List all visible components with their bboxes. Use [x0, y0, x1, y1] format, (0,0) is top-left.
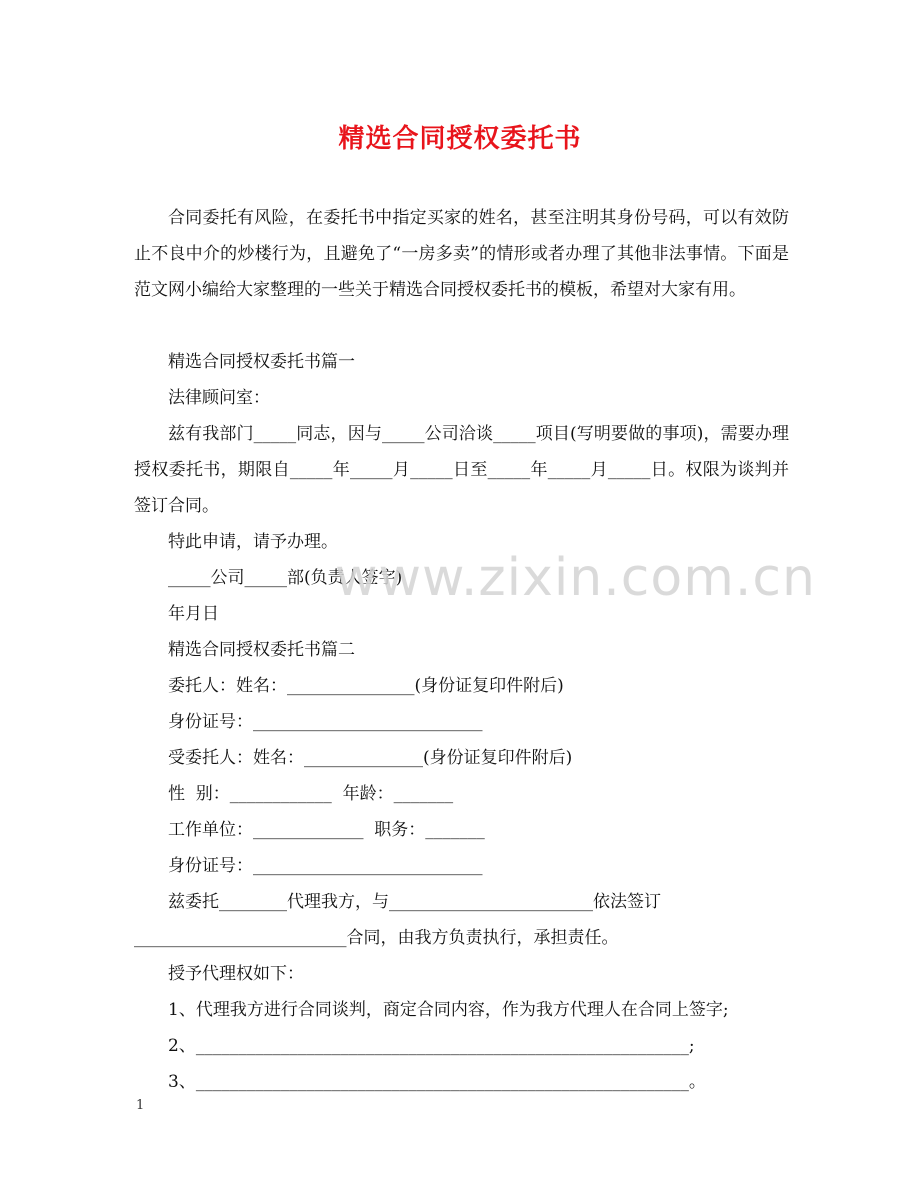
entrust-line-2: _________________________合同，由我方负责执行，承担责任。 — [134, 928, 619, 948]
agent-gender-age-line: 性 别：____________ 年龄：_______ — [168, 784, 454, 804]
signature-line: _____公司_____部(负责人签字) — [168, 568, 403, 588]
power-item-1: 1、代理我方进行合同谈判，商定合同内容，作为我方代理人在合同上签字; — [168, 1000, 729, 1020]
agent-id-line: 身份证号：___________________________ — [168, 856, 483, 876]
power-item-2: 2、__________________________________________________________; — [168, 1036, 695, 1056]
section-one — [134, 344, 789, 632]
principal-name-line: 委托人：姓名：_______________(身份证复印件附后) — [168, 676, 564, 696]
agent-work-line: 工作单位：_____________ 职务：_______ — [168, 820, 485, 840]
section-one-heading: 精选合同授权委托书篇一 — [168, 352, 355, 372]
watermark: www.zixin.com.cn — [335, 548, 816, 608]
page-number: 1 — [136, 1098, 145, 1113]
power-item-3: 3、__________________________________________________________。 — [168, 1072, 706, 1092]
intro-paragraph: 合同委托有风险，在委托书中指定买家的姓名，甚至注明其身份号码，可以有效防止不良中介的炒楼行为，且避免了“一房多卖”的情形或者办理了其他非法事情。下面是范文网小编给大家整理的一些关于精选合同授权委托书的模板，希望对大家有用。 — [134, 208, 789, 300]
agent-name-line: 受委托人：姓名：______________(身份证复印件附后) — [168, 748, 573, 768]
section-one-body: 兹有我部门_____同志，因与_____公司洽谈_____项目(写明要做的事项)，需要办理授权委托书，期限自_____年_____月_____日至_____年_____月_____日。权限为谈判并签订合同。 — [134, 424, 789, 516]
document-title: 精选合同授权委托书 — [338, 124, 582, 154]
section-two — [134, 632, 789, 1100]
date-line: 年月日 — [168, 604, 219, 624]
section-two-heading: 精选合同授权委托书篇二 — [168, 640, 355, 660]
intro-block — [134, 200, 789, 308]
entrust-line-1: 兹委托________代理我方，与________________________依法签订 — [168, 892, 661, 912]
principal-id-line: 身份证号：___________________________ — [168, 712, 483, 732]
powers-heading: 授予代理权如下： — [168, 964, 304, 984]
request-line: 特此申请，请予办理。 — [168, 532, 338, 552]
addressee-line: 法律顾问室： — [168, 388, 270, 408]
